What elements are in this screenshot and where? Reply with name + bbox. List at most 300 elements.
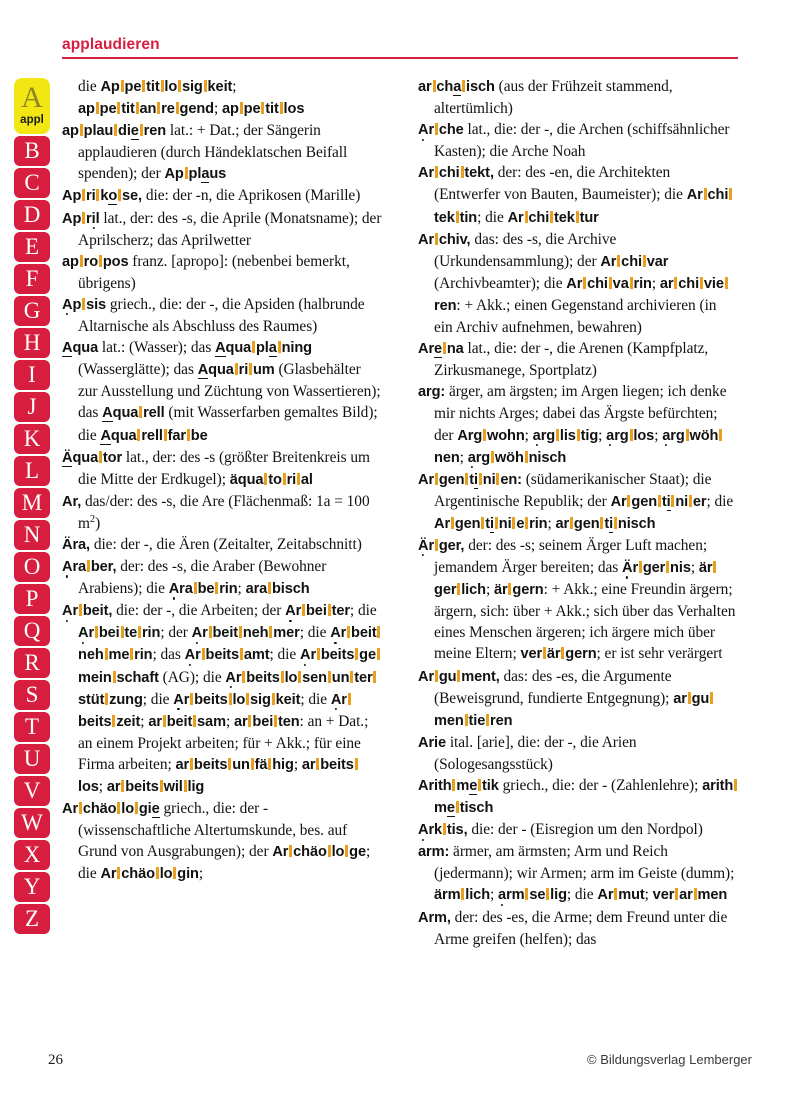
- syllable-divider: [630, 429, 633, 441]
- short-vowel-mark: A: [184, 647, 196, 664]
- syllabified-word: ver ar men: [652, 887, 728, 904]
- dictionary-entry: [62, 251, 382, 294]
- dictionary-entry: [418, 666, 738, 732]
- dictionary-entry: [62, 294, 382, 337]
- syllable-divider: [377, 626, 380, 638]
- dictionary-entry: [62, 556, 382, 600]
- syllable-divider: [456, 801, 459, 813]
- short-vowel-mark: a: [662, 427, 671, 444]
- syllable-divider: [121, 780, 124, 792]
- syllable-divider: [617, 255, 620, 267]
- syllable-divider: [297, 473, 300, 485]
- dictionary-entry: [62, 600, 382, 798]
- syllable-divider: [82, 298, 85, 310]
- syllable-divider: [576, 211, 579, 223]
- syllable-divider: [272, 693, 275, 705]
- syllabified-word: arg wöh nisch: [467, 449, 567, 466]
- syllabified-word: Ar chi var: [600, 253, 669, 270]
- syllabified-word: Ar chi tek tur: [507, 209, 599, 226]
- syllable-divider: [479, 473, 482, 485]
- index-tab-i[interactable]: I: [14, 360, 50, 390]
- syllable-divider: [209, 626, 212, 638]
- entry-headword: Aqua: [62, 340, 99, 357]
- long-vowel-mark: i: [474, 471, 478, 488]
- entry-definition: die: der -n, die Aprikosen (Marille): [145, 187, 361, 205]
- dictionary-entry: [62, 337, 382, 446]
- syllable-divider: [373, 671, 376, 683]
- short-vowel-mark: A: [191, 625, 203, 642]
- syllable-divider: [570, 517, 573, 529]
- short-vowel-mark: a: [498, 887, 507, 904]
- short-vowel-mark: A: [418, 122, 429, 139]
- dictionary-entry: [418, 381, 738, 468]
- entry-definition: franz. [apropo]: (nebenbei bemerkt, übrigens): [78, 252, 350, 292]
- syllabified-word: Ar gen ti ni er: [610, 493, 707, 510]
- dictionary-entry: [62, 208, 382, 251]
- syllable-divider: [478, 779, 481, 791]
- syllabified-word: Ar beits lo sen un terstüt zung: [78, 670, 377, 708]
- syllable-divider: [251, 758, 254, 770]
- syllable-divider: [185, 167, 188, 179]
- syllable-divider: [136, 102, 139, 114]
- entry-definition: ärger, am ärgsten; im Argen liegen; ich denke mir nichts Arges; dabei das Ärgste befürchten; der Arg wohn; arg lis tig; arg los; arg wöhnen; arg wöh nisch: [434, 383, 727, 466]
- syllable-divider: [452, 779, 455, 791]
- index-tab-z[interactable]: Z: [14, 904, 50, 934]
- syllable-divider: [525, 211, 528, 223]
- long-vowel-mark: e: [130, 123, 139, 140]
- index-tab-x[interactable]: X: [14, 840, 50, 870]
- syllable-divider: [248, 715, 251, 727]
- syllable-divider: [443, 823, 446, 835]
- syllable-divider: [87, 560, 90, 572]
- entry-definition: die: der -, die Arbeiten; der Ar bei ter; die Ar bei te rin; der Ar beit neh mer; die Ar beitneh me rin; das Ar beits amt; die Ar beits gemein schaft (AG); die Ar beits lo sen un terstüt zung; die Ar beits lo sig keit; die Arbeits zeit; ar beit sam; ar bei ten: an + Dat.; an einem Projekt arbeiten; für + Akk.; für eine Firma arbeiten; ar beits un fä hig; ar beitslos; ar beits wil lig: [78, 602, 381, 795]
- syllabified-word: äqua to ri al: [229, 471, 313, 488]
- syllable-divider: [512, 517, 515, 529]
- syllabified-word: ar beits wil lig: [106, 779, 205, 795]
- syllabified-word: ar beits un fä hig: [175, 756, 294, 773]
- syllable-divider: [435, 473, 438, 485]
- syllable-divider: [229, 693, 232, 705]
- syllable-divider: [435, 670, 438, 682]
- syllable-divider: [194, 582, 197, 594]
- page-footer: [48, 1052, 752, 1069]
- syllable-divider: [240, 102, 243, 114]
- short-vowel-mark: A: [299, 647, 311, 664]
- long-vowel-mark: e: [469, 778, 478, 794]
- entry-continuation-line: ap pe tit an re gend; ap pe tit los: [78, 100, 305, 118]
- syllable-divider: [451, 517, 454, 529]
- syllable-divider: [355, 758, 358, 770]
- entry-headword: Ar chi tekt,: [418, 165, 494, 182]
- syllabified-word: Arbeits zeit: [78, 692, 352, 730]
- syllabified-word: ara bisch: [245, 581, 310, 598]
- syllable-divider: [79, 604, 82, 616]
- dictionary-entry: [418, 841, 738, 906]
- short-vowel-mark: a: [467, 449, 476, 466]
- syllable-divider: [508, 583, 511, 595]
- entry-definition: der: des -s; seinem Ärger Luft machen; jemandem Ärger bereiten; das Är ger nis; ärger lich; är gern: + Akk.; eine Freundin ärgern; ärgern, sich: über + Akk.; sich über das Verhalten eines Menschen ärgeren; ich ärgere mich über meine Eltern; ver är gern; er ist sehr verärgert: [434, 536, 736, 663]
- syllabified-word: Ar chäo lo ge: [272, 844, 366, 861]
- long-vowel-mark: A: [102, 405, 113, 422]
- syllable-divider: [686, 429, 689, 441]
- syllable-divider: [435, 166, 438, 178]
- entry-headword: Ära,: [62, 536, 90, 553]
- alphabet-index-rail[interactable]: [14, 78, 50, 934]
- article-columns: [62, 76, 738, 1026]
- entry-definition: der: des -es, die Arme; dem Freund unter die Arme greifen (helfen); das: [434, 908, 728, 948]
- syllable-divider: [202, 648, 205, 660]
- syllable-divider: [317, 648, 320, 660]
- entry-headword: Ar gu ment,: [418, 668, 500, 685]
- index-tab-o[interactable]: O: [14, 552, 50, 582]
- syllable-divider: [161, 80, 164, 92]
- syllable-divider: [118, 189, 121, 201]
- syllable-divider: [725, 277, 728, 289]
- syllabified-word: Ar beit neh mer: [191, 625, 300, 642]
- header-divider: [62, 57, 738, 59]
- syllable-divider: [465, 714, 468, 726]
- syllabified-word: Ar gen ti ni e rin: [434, 515, 548, 532]
- syllable-divider: [543, 647, 546, 659]
- syllable-divider: [105, 693, 108, 705]
- syllable-divider: [176, 102, 179, 114]
- entry-headword: Ap ril: [62, 210, 100, 227]
- syllable-divider: [583, 277, 586, 289]
- syllable-divider: [278, 341, 281, 353]
- index-tab-y[interactable]: Y: [14, 872, 50, 902]
- index-tab-t[interactable]: T: [14, 712, 50, 742]
- page-number: 26: [48, 1052, 63, 1068]
- syllable-divider: [734, 779, 737, 791]
- entry-headword: Är ger,: [418, 537, 465, 554]
- short-vowel-mark: A: [168, 581, 180, 598]
- dictionary-entry: [418, 907, 738, 950]
- syllable-divider: [139, 406, 142, 418]
- syllable-divider: [525, 451, 528, 463]
- syllable-divider: [546, 888, 549, 900]
- syllable-divider: [348, 693, 351, 705]
- short-vowel-mark: A: [330, 691, 342, 708]
- index-tab-n[interactable]: N: [14, 520, 50, 550]
- syllabified-word: ar bei ten: [233, 713, 300, 730]
- syllabified-word: Aqua ri um: [197, 362, 275, 379]
- syllabified-word: ärm lich: [434, 887, 491, 904]
- short-vowel-mark: A: [173, 691, 184, 708]
- syllable-divider: [164, 429, 167, 441]
- syllable-divider: [316, 758, 319, 770]
- dictionary-entry: [418, 775, 738, 819]
- syllabified-word: arg lis tig: [532, 427, 599, 444]
- entry-headword: ap ro pos: [62, 253, 129, 270]
- syllable-divider: [609, 277, 612, 289]
- syllable-divider: [242, 671, 245, 683]
- guide-word: applaudieren: [62, 36, 160, 53]
- copyright-notice: © Bildungsverlag Lemberger: [587, 1052, 752, 1067]
- syllable-divider: [95, 626, 98, 638]
- syllable-divider: [99, 451, 102, 463]
- index-tab-a-sublabel: appl: [20, 114, 44, 126]
- syllable-divider: [157, 102, 160, 114]
- syllabified-word: Ar beits amt: [184, 647, 270, 664]
- syllable-divider: [435, 233, 438, 245]
- short-vowel-mark: A: [418, 822, 429, 839]
- short-vowel-mark: i: [91, 210, 96, 227]
- syllabified-word: Ara be rin: [168, 581, 238, 598]
- entry-definition: (südamerikanischer Staat); die Argentinische Republik; der Ar gen ti ni er; die Ar gen ti ni e rin; ar gen ti nisch: [434, 470, 734, 532]
- dictionary-entry: [418, 732, 738, 775]
- index-tab-l[interactable]: L: [14, 456, 50, 486]
- syllable-divider: [96, 102, 99, 114]
- entry-definition: lat.: + Dat.; der Sängerin applaudieren (durch Händeklatschen Beifall spenden); der Ap plaus: [78, 122, 348, 183]
- index-tab-s[interactable]: S: [14, 680, 50, 710]
- index-tab-v[interactable]: V: [14, 776, 50, 806]
- entry-definition: lat., die: der -, die Arenen (Kampfplatz, Zirkusmanege, Sportplatz): [434, 340, 709, 380]
- dictionary-entry: [62, 491, 382, 534]
- syllable-divider: [461, 166, 464, 178]
- syllable-divider: [461, 888, 464, 900]
- short-vowel-mark: a: [532, 427, 541, 444]
- syllabified-word: Ar bei ter: [285, 603, 350, 620]
- entry-headword: Ap ri ko se,: [62, 188, 143, 205]
- syllable-divider: [239, 626, 242, 638]
- syllable-divider: [80, 124, 83, 136]
- dictionary-entry: [418, 535, 738, 666]
- syllable-divider: [228, 758, 231, 770]
- syllabified-word: Ar chi va rin: [566, 275, 652, 292]
- index-tab-w[interactable]: W: [14, 808, 50, 838]
- entry-headword: Arm,: [418, 909, 451, 926]
- syllabified-word: Ar beitneh me rin: [78, 625, 381, 663]
- syllable-divider: [280, 102, 283, 114]
- syllable-divider: [187, 429, 190, 441]
- syllable-divider: [675, 888, 678, 900]
- syllable-divider: [114, 124, 117, 136]
- syllable-divider: [666, 561, 669, 573]
- entry-definition: ärmer, am ärmsten; Arm und Reich (jedermann); wir Armen; arm im Geiste (dumm); ärm lich; arm se lig; die Ar mut; ver ar men: [434, 843, 735, 904]
- syllable-divider: [190, 758, 193, 770]
- short-vowel-mark: a: [606, 427, 615, 444]
- syllable-divider: [614, 888, 617, 900]
- long-vowel-mark: Ä: [62, 449, 73, 466]
- dictionary-entry: [62, 185, 382, 207]
- index-tab-j[interactable]: J: [14, 392, 50, 422]
- syllable-divider: [694, 888, 697, 900]
- dictionary-entry: [418, 119, 738, 162]
- syllable-divider: [561, 647, 564, 659]
- syllabified-word: arm se lig: [498, 887, 567, 904]
- entry-headword: Ar che: [418, 122, 464, 139]
- entry-definition: der: des -en, die Architekten (Entwerfer von Bauten, Baumeister); die Ar chitek tin; die Ar chi tek tur: [434, 164, 733, 225]
- short-vowel-mark: A: [78, 625, 89, 642]
- index-tab-e[interactable]: E: [14, 232, 50, 262]
- syllabified-word: Ar beits gemein schaft: [78, 647, 381, 685]
- syllable-divider: [496, 473, 499, 485]
- syllable-divider: [121, 626, 124, 638]
- index-tab-g[interactable]: G: [14, 296, 50, 326]
- syllable-divider: [249, 363, 252, 375]
- syllabified-word: Ap plaus: [164, 166, 227, 183]
- long-vowel-mark: a: [268, 340, 277, 357]
- dictionary-entry: [418, 469, 738, 535]
- syllable-divider: [281, 671, 284, 683]
- entry-definition: lat., der: des -s (größter Breitenkreis um die Mitte der Erdkugel); äqua to ri al: [78, 448, 370, 488]
- syllable-divider: [235, 363, 238, 375]
- long-vowel-mark: e: [151, 801, 160, 818]
- syllable-divider: [289, 845, 292, 857]
- dictionary-entry: [418, 338, 738, 381]
- entry-definition: der: des -s, die Araber (Bewohner Arabiens); die Ara be rin; ara bisch: [78, 558, 327, 598]
- entry-definition: die: der - (Eisregion um den Nordpol): [471, 821, 703, 839]
- dictionary-entry: [418, 229, 738, 338]
- index-tab-f[interactable]: F: [14, 264, 50, 294]
- long-vowel-mark: A: [62, 340, 73, 357]
- entry-definition: griech., die: der - (Zahlenlehre); arithme tisch: [434, 777, 738, 816]
- syllabified-word: ap pe tit los: [222, 101, 305, 118]
- syllable-divider: [350, 671, 353, 683]
- index-tab-m[interactable]: M: [14, 488, 50, 518]
- syllable-divider: [627, 495, 630, 507]
- entry-headword: Ar,: [62, 493, 82, 510]
- entry-definition: griech., die: der - (wissenschaftliche Altertumskunde, bes. auf Grund von Ausgrabungen); der Ar chäo lo ge; die Ar chäo lo gin;: [78, 800, 371, 883]
- syllabified-word: arg wöhnen: [434, 428, 723, 466]
- long-vowel-mark: A: [215, 340, 226, 357]
- syllabified-word: Ar mut: [597, 887, 645, 904]
- syllable-divider: [433, 80, 436, 92]
- syllable-divider: [658, 495, 661, 507]
- index-tab-q[interactable]: Q: [14, 616, 50, 646]
- syllable-divider: [298, 671, 301, 683]
- syllable-divider: [577, 429, 580, 441]
- syllable-divider: [117, 802, 120, 814]
- syllabified-word: Aqua pla ning: [215, 340, 312, 357]
- syllabified-word: Ar chitek tin: [434, 187, 733, 225]
- syllable-divider: [550, 211, 553, 223]
- syllable-divider: [525, 517, 528, 529]
- syllabified-word: ap pe tit an re gend: [78, 101, 214, 118]
- syllable-divider: [142, 80, 145, 92]
- entry-definition: lat., die: der -, die Archen (schiffsähnlicher Kasten); die Arche Noah: [434, 121, 730, 161]
- long-vowel-mark: i: [490, 515, 494, 532]
- syllable-divider: [99, 255, 102, 267]
- syllabified-word: Ar chäo lo gin: [100, 866, 199, 883]
- entry-headword: Ara ber,: [62, 559, 117, 576]
- syllable-divider: [184, 780, 187, 792]
- dictionary-entry: [418, 819, 738, 841]
- entry-headword: Ar chiv,: [418, 231, 471, 248]
- syllable-divider: [457, 583, 460, 595]
- index-tab-u[interactable]: U: [14, 744, 50, 774]
- syllable-divider: [525, 888, 528, 900]
- index-tab-k[interactable]: K: [14, 424, 50, 454]
- syllabified-word: Ar beits lo sig keit: [173, 691, 301, 708]
- short-vowel-mark: A: [62, 559, 73, 576]
- short-vowel-mark: Ä: [418, 537, 429, 554]
- entry-definition: (aus der Frühzeit stammend, altertümlich): [434, 78, 673, 118]
- syllable-divider: [240, 648, 243, 660]
- syllable-divider: [377, 648, 380, 660]
- syllable-divider: [268, 582, 271, 594]
- syllable-divider: [137, 429, 140, 441]
- syllable-divider: [113, 671, 116, 683]
- syllable-divider: [443, 342, 446, 354]
- column-left: [62, 76, 382, 1026]
- column-right: [418, 76, 738, 1026]
- syllabified-word: Ar bei te rin: [78, 625, 161, 642]
- index-tab-b[interactable]: B: [14, 136, 50, 166]
- syllable-divider: [80, 255, 83, 267]
- syllabified-word: arg los: [606, 427, 655, 444]
- syllabified-word: arithme tisch: [434, 778, 738, 816]
- dictionary-entry: [62, 534, 382, 556]
- syllabified-word: är gern: [493, 582, 544, 599]
- syllabified-word: ar chi vieren: [434, 276, 729, 314]
- syllable-divider: [140, 124, 143, 136]
- syllable-divider: [302, 604, 305, 616]
- syllable-divider: [204, 80, 207, 92]
- syllable-divider: [252, 341, 255, 353]
- short-vowel-mark: A: [330, 625, 341, 642]
- syllable-divider: [600, 517, 603, 529]
- dictionary-entry: [62, 120, 382, 185]
- entry-headword: Ar beit,: [62, 603, 113, 620]
- entry-definition: das/der: des -s, die Are (Flächenmaß: 1a = 100 $m^2$): [78, 492, 370, 532]
- entry-definition: das: des -s, die Archive (Urkundensammlung); der Ar chi var (Archivbeamter); die Ar chi va rin; ar chi vieren: + Akk.; einen Gegenstand archivieren (in ein Archiv aufnehmen, bewahren): [434, 231, 729, 336]
- syllable-divider: [105, 648, 108, 660]
- long-vowel-mark: A: [100, 427, 111, 444]
- syllable-divider: [82, 212, 85, 224]
- syllable-divider: [347, 626, 350, 638]
- index-tab-a-letter: A: [21, 81, 43, 114]
- entry-headword: Äqua tor: [62, 449, 123, 466]
- entry-continuation-line: die Ap pe tit lo sig keit;: [78, 78, 237, 95]
- entry-headword: Ark tis,: [418, 822, 468, 839]
- long-vowel-mark: A: [197, 362, 209, 379]
- short-vowel-mark: A: [225, 669, 236, 686]
- entry-definition: das: des -es, die Argumente (Beweisgrund, fundierte Entgegnung); ar gumen tie ren: [434, 668, 714, 729]
- syllable-divider: [79, 802, 82, 814]
- index-tab-p[interactable]: P: [14, 584, 50, 614]
- syllable-divider: [671, 495, 674, 507]
- syllable-divider: [710, 692, 713, 704]
- syllabified-word: Arg wohn: [457, 427, 525, 444]
- long-vowel-mark: i: [609, 515, 614, 532]
- syllable-divider: [246, 693, 249, 705]
- syllable-divider: [345, 845, 348, 857]
- index-tab-h[interactable]: H: [14, 328, 50, 358]
- syllabified-word: ar beitslos: [78, 757, 359, 795]
- syllable-divider: [328, 604, 331, 616]
- entry-definition: lat.: (Wasser); das Aqua pla ning (Wasserglätte); das Aqua ri um (Glasbehälter zur Ausstellung und Züchtung von Wassertieren); das Aqua rell (mit Wasserfarben gemaltes Bild); die Aqua rell far be: [78, 339, 381, 444]
- index-tab-c[interactable]: C: [14, 168, 50, 198]
- syllable-divider: [481, 517, 484, 529]
- index-tab-a[interactable]: [14, 78, 50, 134]
- syllable-divider: [486, 714, 489, 726]
- syllable-divider: [435, 539, 438, 551]
- syllable-divider: [435, 123, 438, 135]
- syllable-divider: [688, 692, 691, 704]
- entry-definition: griech., die: der -, die Apsiden (halbrunde Altarnische als Abschluss des Raumes): [78, 295, 365, 336]
- syllable-divider: [456, 211, 459, 223]
- syllable-divider: [173, 867, 176, 879]
- syllable-divider: [156, 867, 159, 879]
- syllable-divider: [135, 802, 138, 814]
- index-tab-r[interactable]: R: [14, 648, 50, 678]
- syllable-divider: [264, 473, 267, 485]
- syllable-divider: [261, 102, 264, 114]
- index-tab-d[interactable]: D: [14, 200, 50, 230]
- syllable-divider: [215, 582, 218, 594]
- syllable-divider: [193, 715, 196, 727]
